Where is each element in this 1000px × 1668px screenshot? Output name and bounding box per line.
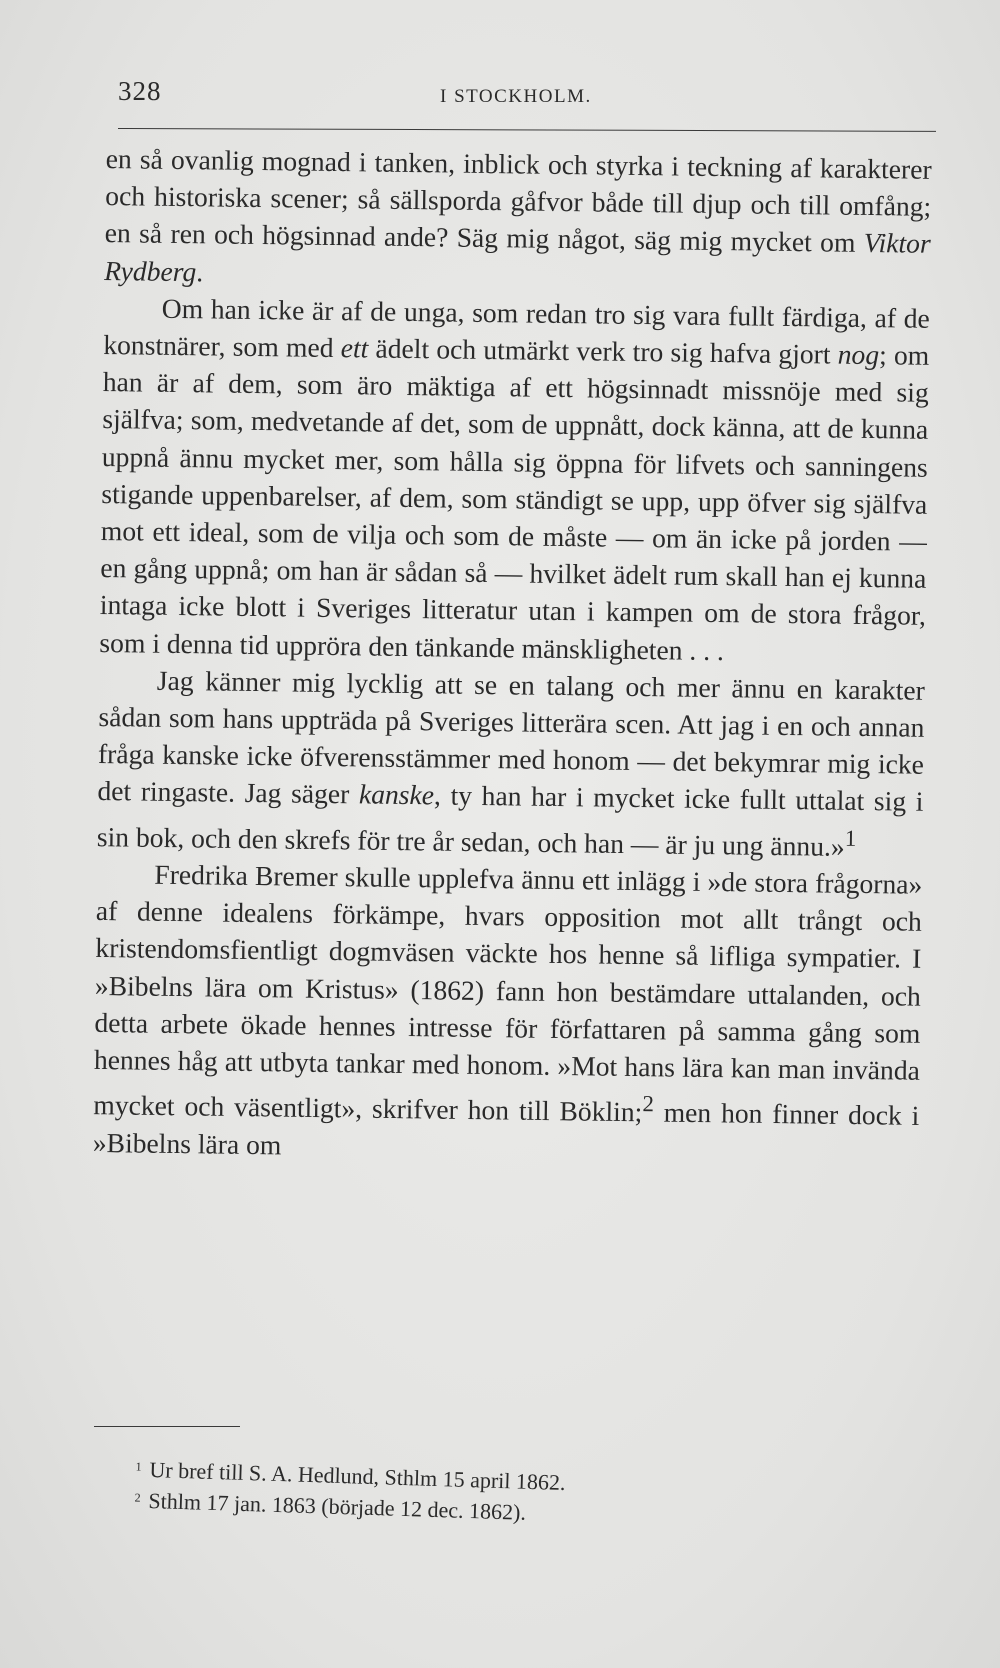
paragraph-text: ädelt och utmärkt verk tro sig hafva gjort <box>368 332 838 370</box>
paragraph-text: . <box>196 255 204 287</box>
author-name: Viktor Rydberg <box>104 227 931 287</box>
footnote-text: Sthlm 17 jan. 1863 (började 12 dec. 1862). <box>148 1487 527 1525</box>
emphasis-ett: ett <box>340 332 369 364</box>
paragraph-1 <box>104 140 932 300</box>
paragraph-text: men hon finner dock i »Bibelns lära om <box>92 1096 920 1161</box>
footnote-text: Ur bref till S. A. Hedlund, Sthlm 15 april 1862. <box>149 1456 566 1496</box>
page-number: 328 <box>118 76 162 106</box>
emphasis-kanske: kanske <box>358 778 435 811</box>
paragraph-text: Fredrika Bremer skulle upplefva ännu ett inlägg i »de stora frågorna» af denne idealens förkämpe, hvars opposition mot allt trångt och kristendomsfientligt dogmväsen väckte hos henne så lifliga sympatier. I »Bibelns lära om Kristus» (1862) fann hon bestämdare uttalanden, och detta arbete ökade hennes intresse för författaren på samma gång som hennes håg att utbyta tankar med honom. »Mot hans lära kan man invända mycket och väsentligt», skrifver hon till Böklin; <box>93 858 923 1128</box>
paragraph-text: , ty han har i mycket icke fullt uttalat sig i sin bok, och den skrefs för tre år sedan, och han — är ju ung ännu.» <box>96 779 924 862</box>
paragraph-2 <box>99 289 930 672</box>
paragraph-text: Om han icke är af de unga, som redan tro sig vara fullt färdiga, af de konstnärer, som med <box>103 292 930 364</box>
emphasis-nog: nog <box>837 338 880 371</box>
paragraph-text: ; om han är af dem, som äro mäktiga af ett högsinnadt missnöje med sig själfva; som, medvetande af det, som de uppnått, dock känna, att de kunna uppnå ännu mycket mer, som hålla sig öppna för lifvets och sanningens stigande uppenbarelser, af dem, som ständigt se upp, upp öfver sig själfva mot ett ideal, som de vilja och som de måste — om än icke på jorden — en gång uppnå; om han är sådan så — hvilket ädelt rum skall han ej kunna intaga icke blott i Sveriges litteratur utan i kampen om de stora frågor, som i denna tid uppröra den tänkande mänskligheten . . . <box>99 339 930 666</box>
paragraph-text: en så ovanlig mognad i tanken, inblick och styrka i teckning af karakterer och historiska scener; så sällsporda gåfvor både till djup och till omfång; en så ren och högsinnad ande? Säg mig något, säg mig mycket om <box>104 142 932 259</box>
footnote-mark: 1 <box>135 1459 142 1474</box>
header-rule <box>118 128 936 132</box>
footnotes <box>134 1454 830 1537</box>
paragraph-4 <box>93 855 923 1172</box>
footnote-rule <box>94 1426 240 1427</box>
body-text <box>93 140 932 1172</box>
paragraph-text: Jag känner mig lycklig att se en talang och mer ännu en karakter sådan som hans uppträda på Sveriges litterära scen. Att jag i en och annan fråga kanske icke öfverensstämmer med honom — det bekymrar mig icke det ringaste. Jag säger <box>97 664 926 810</box>
footnote-marker-2: 2 <box>642 1091 655 1117</box>
footnote-marker-1: 1 <box>844 825 857 851</box>
page-header <box>118 76 928 116</box>
paragraph-3 <box>97 661 925 866</box>
running-head: I STOCKHOLM. <box>440 86 592 107</box>
footnote-mark: 2 <box>134 1490 141 1505</box>
